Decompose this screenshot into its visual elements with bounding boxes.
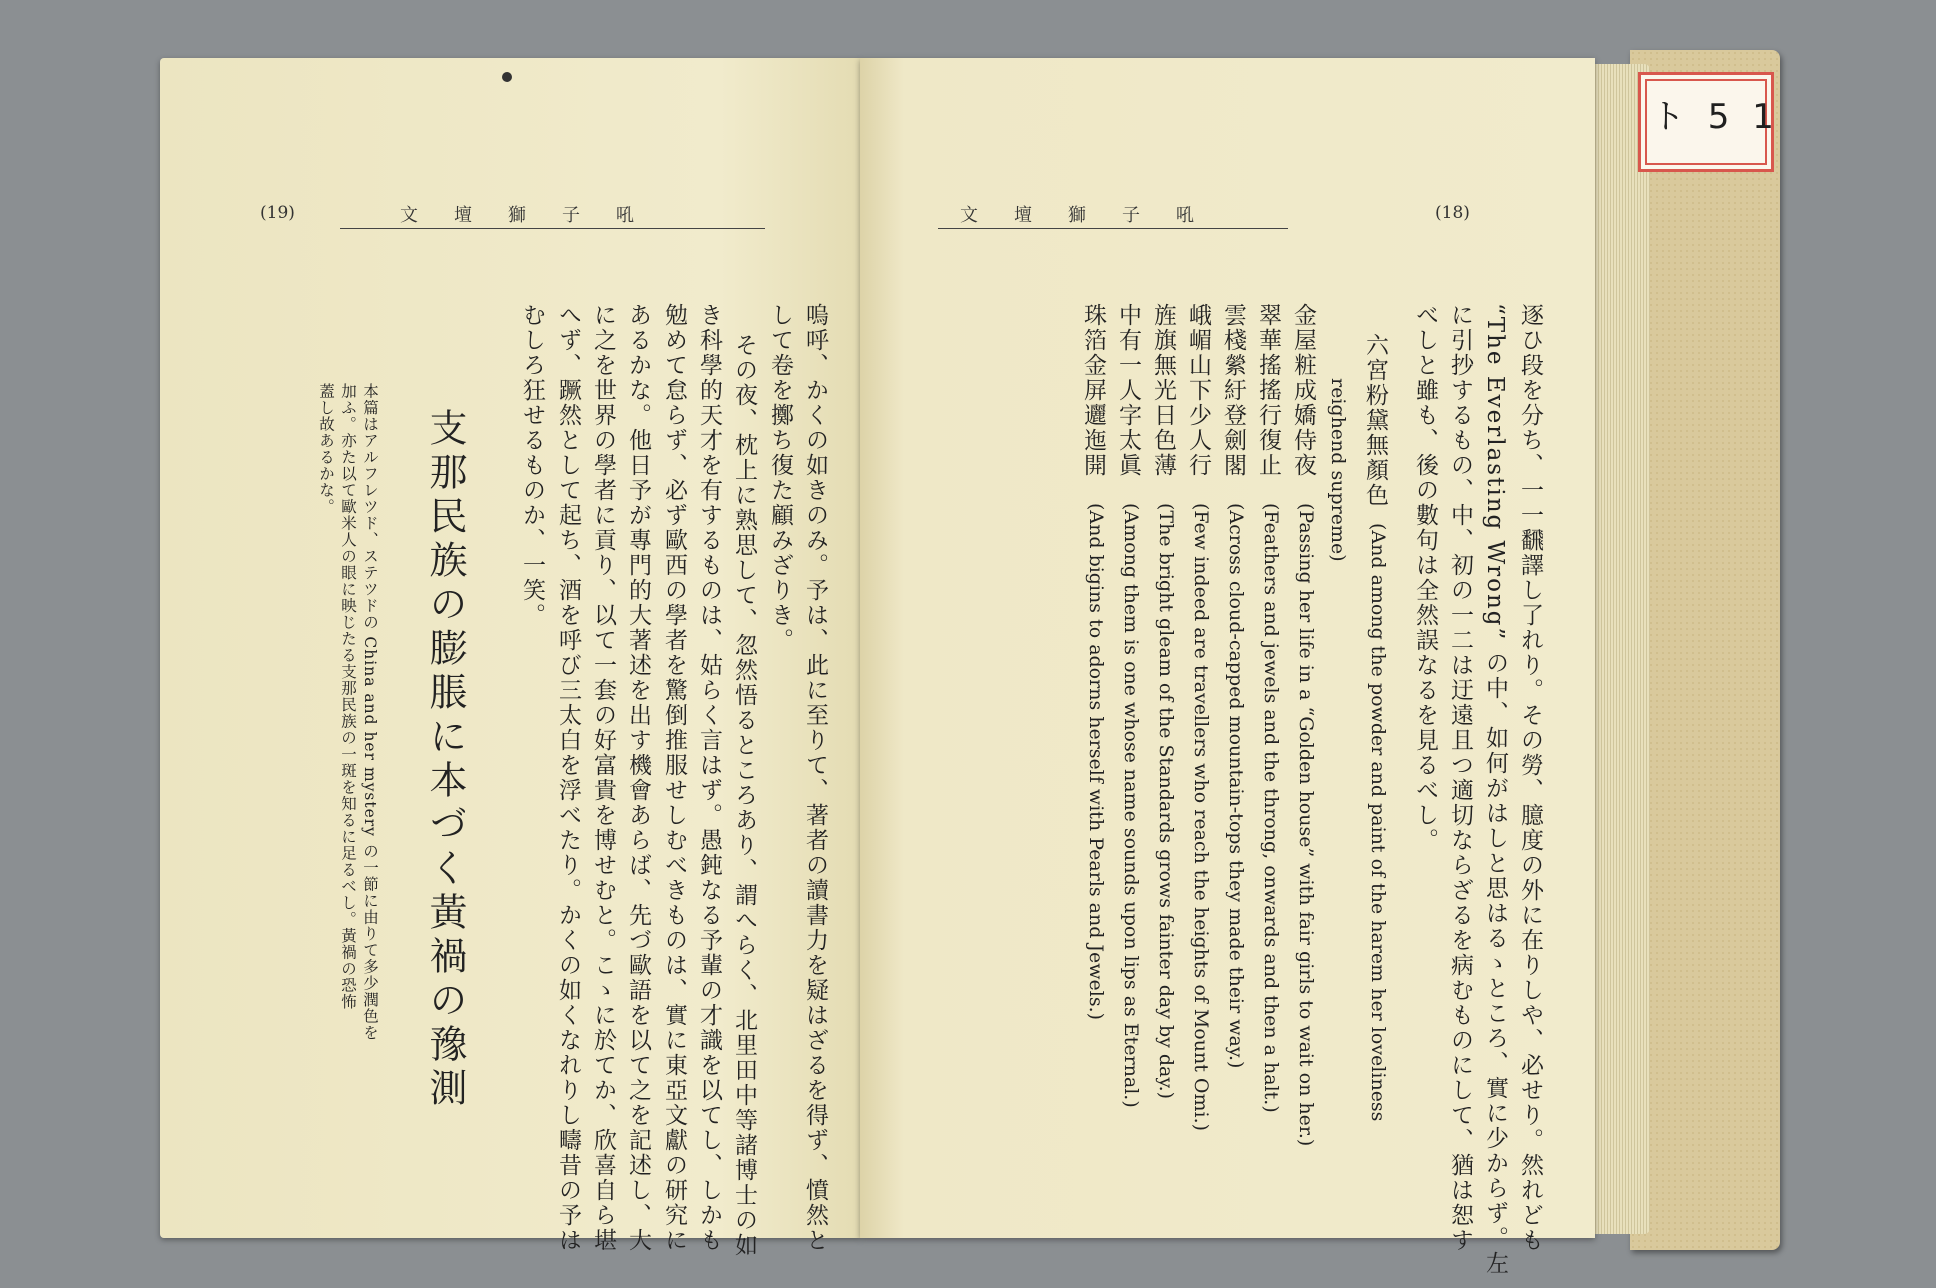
poem-line-chinese: 金屋粧成嬌侍夜 <box>1290 303 1316 478</box>
running-title: 文壇獅子吼 <box>960 205 1230 226</box>
running-title: 文壇獅子吼 <box>400 205 670 226</box>
poem-line-chinese: 六宮粉黛無顏色 <box>1362 333 1388 508</box>
text-column: あるかな。他日予が專門的大著述を出す機會あらば、先づ歐語を以て之を記述し、大 <box>625 303 651 1253</box>
poem-line-english: (Feathers and jewels and the throng, onwards and then a halt.) <box>1260 503 1282 1113</box>
text-column: 嗚呼、かくの如きのみ。予は、此に至りて、著者の讀書力を疑はざるを得ず、憤然と <box>802 303 828 1253</box>
header-rule <box>938 228 1288 229</box>
open-book <box>150 50 1790 1276</box>
poem-line-english: (The bright gleam of the Standards grows fainter day by day.) <box>1155 503 1177 1100</box>
book-cover <box>1630 50 1780 1250</box>
library-call-label <box>1638 72 1780 172</box>
page-edges <box>1590 64 1650 1234</box>
note-line: 蓋し故あるかな。 <box>317 383 335 515</box>
left-page <box>160 58 860 1258</box>
poem-line-english: (Across cloud-capped mountain-tops they made their way.) <box>1225 503 1247 1069</box>
right-page-header <box>860 193 1595 233</box>
poem-line-english: (And among the powder and paint of the harem her loveliness <box>1367 523 1389 1122</box>
poem-line-english: (Passing her life in a “Golden house” with fair girls to wait on her.) <box>1295 503 1317 1147</box>
poem-line-chinese: 峨嵋山下少人行 <box>1185 303 1211 478</box>
poem-line-english: (And bigins to adorns herself with Pearls and Jewels.) <box>1085 503 1107 1021</box>
text-column: き科學的天才を有するものは、姑らく言はず。愚鈍なる予輩の才識を以てし、しかも <box>696 303 722 1253</box>
poem-line-chinese: 中有一人字太眞 <box>1115 303 1141 478</box>
text-column: へず、蹶然として起ち、酒を呼び三太白を浮べたり。かくの如くなれりし疇昔の予は <box>555 303 581 1253</box>
poem-line-english: (Among them is one whose name sounds upon lips as Eternal.) <box>1120 503 1142 1108</box>
text-column: むしろ狂せるものか、一笑。 <box>519 303 545 628</box>
text-column: 逐ひ段を分ち、一一飜譯し了れり。その勞、臆度の外に在りしや、必せり。然れども <box>1517 303 1543 1253</box>
poem-line-english: (Few indeed are travellers who reach the heights of Mount Omi.) <box>1190 503 1212 1132</box>
text-column: 勉めて怠らず、必ず歐西の學者を驚倒推服せしむべきものは、實に東亞文獻の研究に <box>661 303 687 1253</box>
text-column: “The Everlasting Wrong” の中、如何がはしと思はるゝところ、實に少からず。左 <box>1482 303 1508 1276</box>
section-title: 支那民族の膨脹に本づく黃禍の豫測 <box>423 408 467 1112</box>
library-call-number: ト 5 1 <box>1651 97 1780 137</box>
text-column: して卷を擲ち復た顧みざりき。 <box>767 303 793 653</box>
poem-line-chinese: 翠華搖搖行復止 <box>1255 303 1281 478</box>
text-column: に之を世界の學者に貢り、以て一套の好富貴を博せむと。こゝに於てか、欣喜自ら堪 <box>590 303 616 1253</box>
text-column: に引抄するもの、中、初の一二は迂遠且つ適切ならざるを病むものにして、猶は恕す <box>1447 303 1473 1253</box>
left-page-header <box>160 193 860 233</box>
poem-line-chinese: 旌旗無光日色薄 <box>1150 303 1176 478</box>
note-line: 加ふ。亦た以て歐米人の眼に映じたる支那民族の一斑を知るに足るべし。黃禍の恐怖 <box>339 383 357 1010</box>
text-column: その夜、枕上に熟思して、忽然悟るところあり、謂へらく、北里田中等諸博士の如 <box>731 333 757 1258</box>
text-column: べしと雖も、後の數句は全然誤なるを見るべし。 <box>1412 303 1438 853</box>
right-page <box>860 58 1595 1276</box>
poem-line-chinese: 雲棧縈紆登劍閣 <box>1220 303 1246 478</box>
printed-dot <box>502 72 512 82</box>
header-rule <box>340 228 765 229</box>
page-number: (18) <box>1435 203 1470 223</box>
note-line: 本篇はアルフレツド、ステツドの China and her mystery の一節に由りて多少潤色を <box>361 383 379 1041</box>
poem-line-chinese: 珠箔金屏邐迤開 <box>1080 303 1106 478</box>
poem-line-english: reighend supreme) <box>1327 378 1349 562</box>
page-number: (19) <box>260 203 295 223</box>
